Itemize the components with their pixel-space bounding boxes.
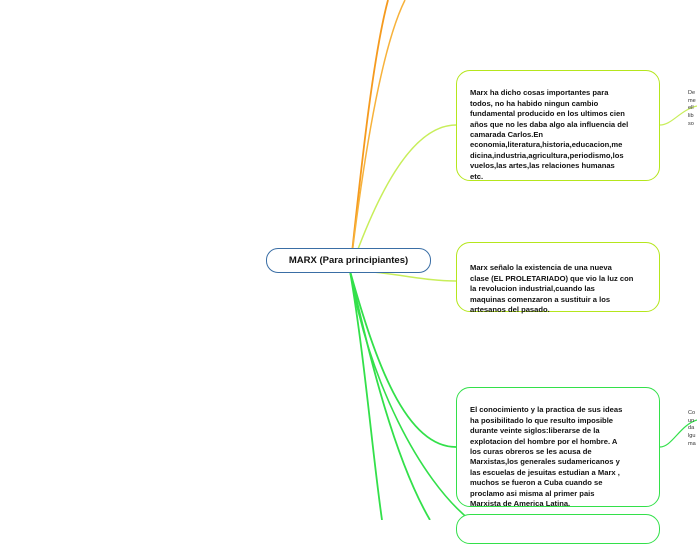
side-note-2 [688, 402, 697, 446]
topic-node-3-text: El conocimiento y la practica de sus ideas ha posibilitado lo que resulto imposible durante veinte siglos:liberarse de la explotacion del hombre por el hombre. A los curas obreros se les acusa de Marxistas,los generales sudamericanos y las escuelas de jesuitas estudian a Marx , muchos se fueron a Cuba cuando se proclamo asi misma al primer pais Marxista de America Latina. [470, 405, 623, 509]
topic-node-1-text: Marx ha dicho cosas importantes para todos, no ha habido ningun cambio fundamental producido en los ultimos cien años que no les daba algo ala influencia del camarada Carlos.En economia,literatura,historia,educacion,me dicina,industria,agricultura,periodismo,los vuelos,las artes,las relaciones humanas etc. [470, 88, 629, 181]
topic-node-2-text: Marx señalo la existencia de una nueva clase (EL PROLETARIADO) que vio la luz con la revolucion industrial,cuando las maquinas comenzaron a sustituir a los artesanos del pasado. [470, 263, 634, 315]
connector-green-2 [350, 271, 430, 520]
connector-orange-2 [350, 0, 405, 271]
topic-node-4-partial[interactable] [456, 514, 660, 544]
connector-green-3 [350, 271, 470, 520]
side-note-1 [688, 82, 697, 126]
connector-node-3 [350, 271, 456, 447]
connector-green-1 [350, 271, 382, 520]
root-topic[interactable] [266, 248, 431, 273]
topic-node-2[interactable] [456, 242, 660, 315]
topic-node-1[interactable] [456, 70, 660, 181]
topic-node-3[interactable] [456, 387, 660, 507]
side-note-2-text: Co un da lgu ma [688, 409, 696, 446]
root-topic-label: MARX (Para principiantes) [288, 255, 409, 266]
side-note-1-text: De me ell lib so [688, 89, 696, 126]
